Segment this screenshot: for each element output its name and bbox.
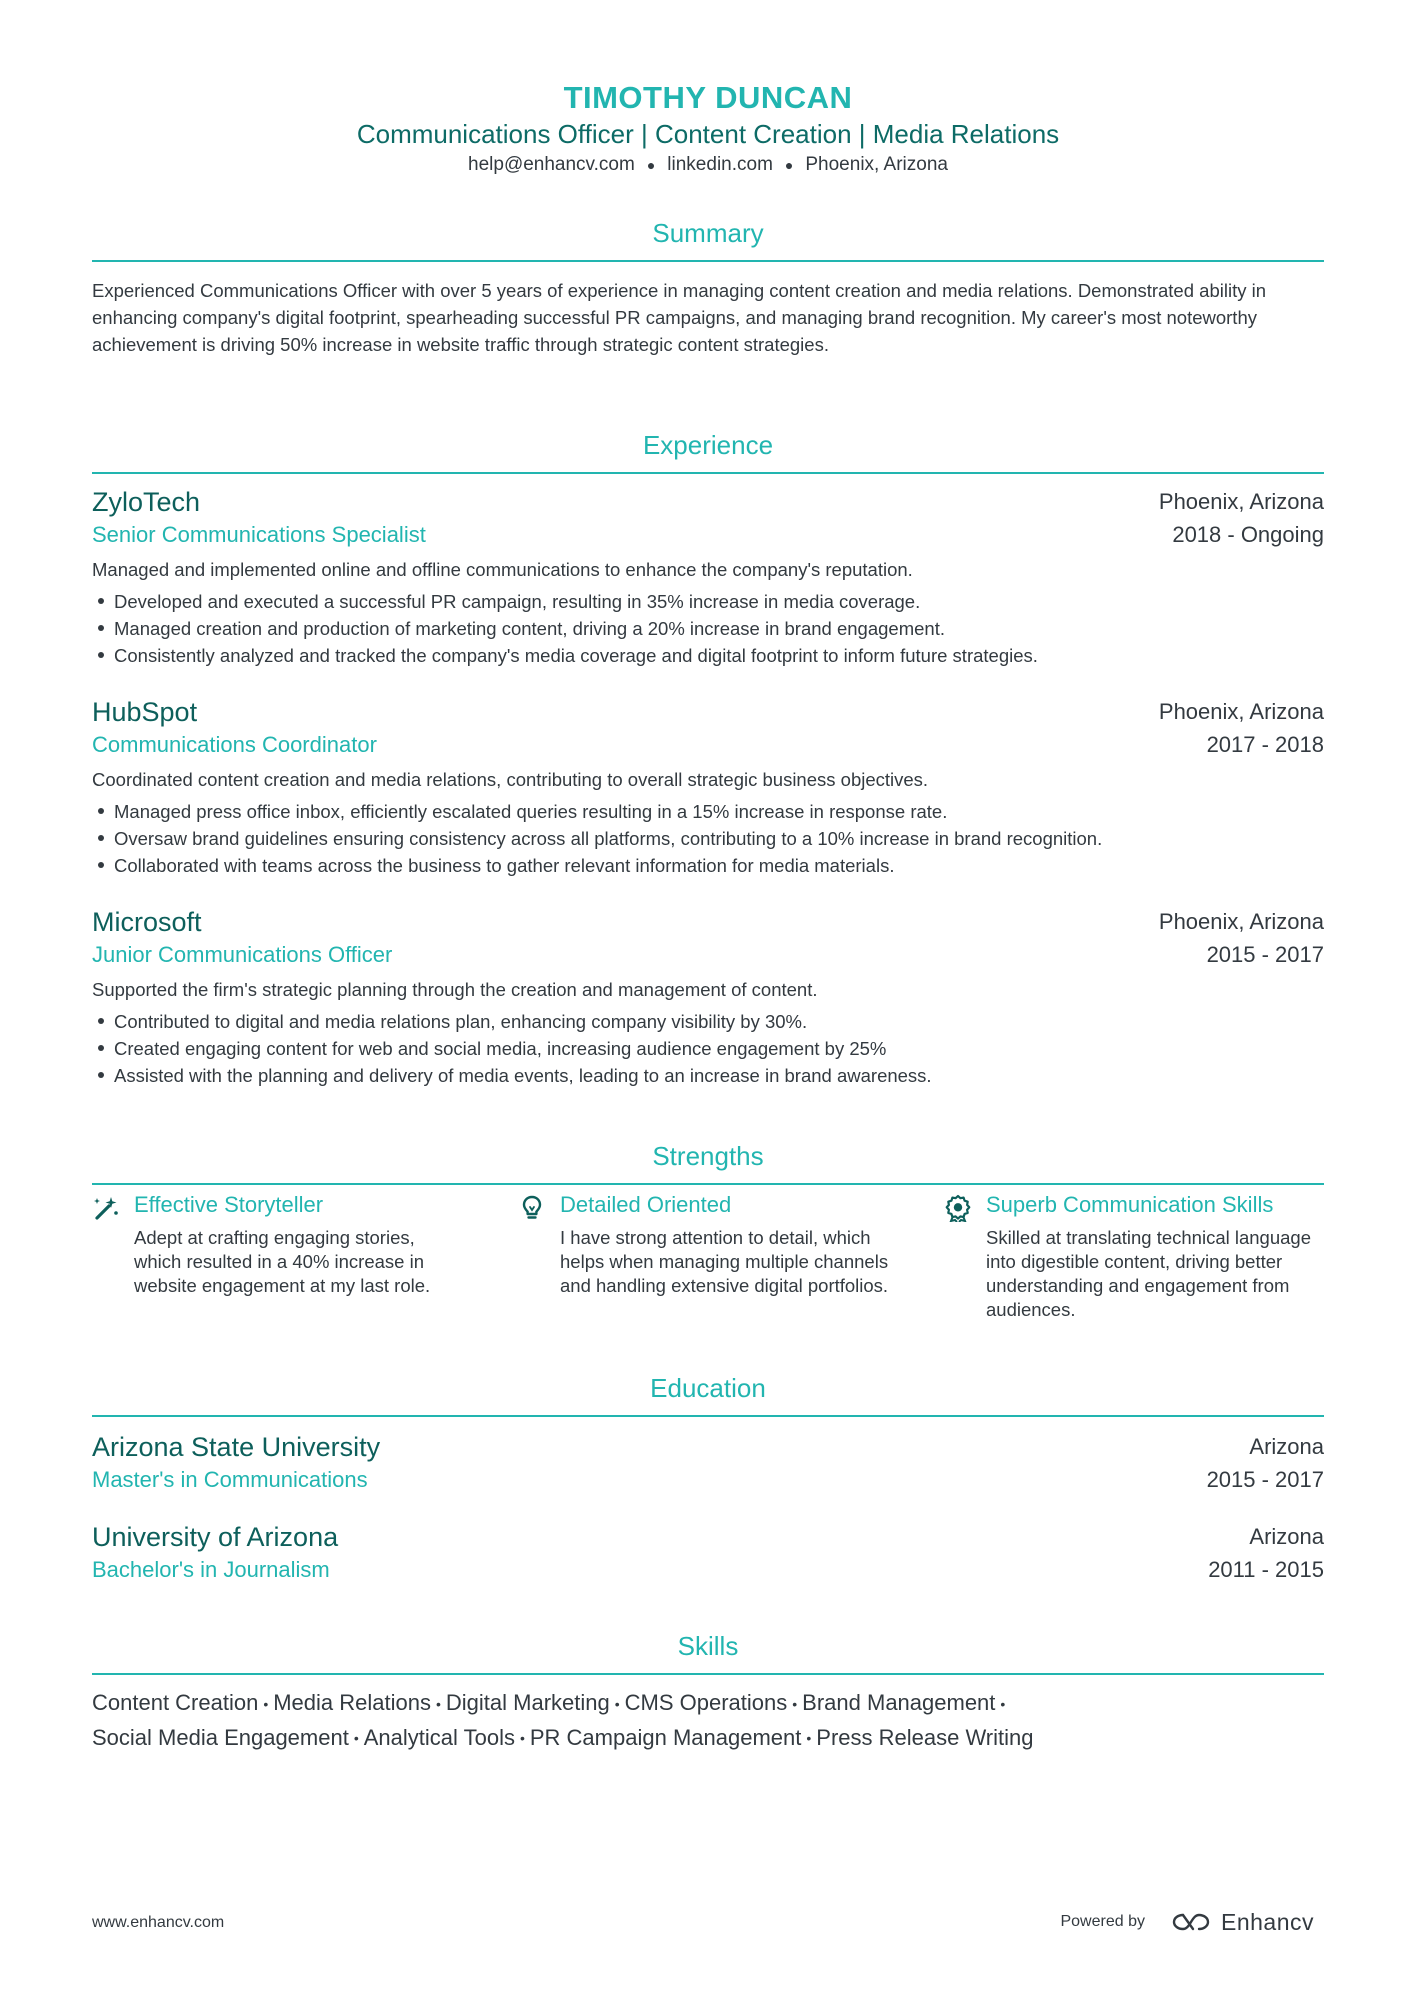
job-description: Coordinated content creation and media relations, contributing to overall strategic business objectives. (92, 769, 929, 790)
job-bullets (92, 588, 1038, 669)
job-location: Phoenix, Arizona (1158, 909, 1324, 934)
job-title: Communications Coordinator (92, 732, 377, 757)
contact-line (92, 154, 1324, 176)
bullet-dot (98, 862, 104, 868)
powered-by-label: Powered by (1060, 1913, 1145, 1930)
strength-description: I have strong attention to detail, which helps when managing multiple channels and handling extensive digital portfolios. (560, 1227, 889, 1296)
strengths-heading: Strengths (652, 1141, 764, 1171)
enhancv-logo-icon (1169, 1910, 1213, 1934)
bullet-dot (98, 1018, 104, 1024)
job-location: Phoenix, Arizona (1158, 699, 1324, 724)
job-bullets (92, 1008, 932, 1089)
degree: Bachelor's in Journalism (92, 1557, 330, 1582)
skill-tag: CMS Operations (624, 1690, 788, 1715)
bullet-dot (98, 652, 104, 658)
contact-location: Phoenix, Arizona (805, 154, 948, 175)
job-bullet: Consistently analyzed and tracked the company's media coverage and digital footprint to inform future strategies. (92, 642, 1038, 669)
resume-page (92, 0, 1324, 1995)
strengths-divider (92, 1183, 1324, 1185)
skill-tag: Social Media Engagement (92, 1724, 349, 1750)
award-medal-icon (944, 1194, 972, 1222)
skill-tag: Content Creation (92, 1690, 259, 1715)
experience-divider (92, 472, 1324, 474)
lightbulb-icon (518, 1194, 546, 1222)
strength-title: Effective Storyteller (134, 1192, 324, 1217)
contact-separator: ● (646, 156, 656, 173)
school-location: Arizona (1249, 1434, 1324, 1459)
job-title: Junior Communications Officer (92, 942, 393, 967)
education-heading: Education (650, 1373, 766, 1403)
contact-linkedin[interactable]: linkedin.com (667, 154, 773, 175)
job-dates: 2017 - 2018 (1206, 732, 1324, 757)
education-divider (92, 1415, 1324, 1417)
job-location: Phoenix, Arizona (1158, 489, 1324, 514)
experience-heading: Experience (642, 430, 774, 460)
degree: Master's in Communications (92, 1467, 368, 1492)
contact-separator: ● (784, 156, 794, 173)
strength-description: Skilled at translating technical language into digestible content, driving better understanding and engagement from audiences. (986, 1227, 1311, 1320)
skill-tag: Media Relations (273, 1690, 431, 1715)
job-bullet: Managed creation and production of marketing content, driving a 20% increase in brand engagement. (92, 615, 1038, 642)
job-description: Supported the firm's strategic planning through the creation and management of content. (92, 979, 818, 1000)
skill-tag: Digital Marketing (445, 1690, 610, 1715)
strength-title: Superb Communication Skills (986, 1192, 1274, 1217)
bullet-dot (98, 835, 104, 841)
skills-divider (92, 1673, 1324, 1675)
skill-tag: PR Campaign Management (529, 1724, 802, 1750)
contact-email[interactable]: help@enhancv.com (468, 154, 635, 175)
bullet-dot (98, 598, 104, 604)
strength-title: Detailed Oriented (560, 1192, 732, 1217)
skill-tag: Brand Management (802, 1690, 996, 1715)
footer-powered-by[interactable] (1060, 1907, 1314, 1937)
footer-website-link[interactable]: www.enhancv.com (92, 1914, 225, 1931)
job-bullet: Developed and executed a successful PR campaign, resulting in 35% increase in media coverage. (92, 588, 1038, 615)
school-name: Arizona State University (92, 1432, 381, 1462)
job-bullet: Collaborated with teams across the business to gather relevant information for media materials. (92, 852, 1102, 879)
bullet-dot (98, 808, 104, 814)
job-dates: 2018 - Ongoing (1172, 522, 1324, 547)
candidate-name: TIMOTHY DUNCAN (563, 80, 853, 115)
magic-wand-icon (92, 1194, 120, 1222)
job-bullets (92, 798, 1102, 879)
skills-line: Social Media Engagement • Analytical Tools • PR Campaign Management • Press Release Writing (92, 1724, 1034, 1750)
education-dates: 2015 - 2017 (1206, 1467, 1324, 1492)
job-bullet: Managed press office inbox, efficiently escalated queries resulting in a 15% increase in response rate. (92, 798, 1102, 825)
strength-description: Adept at crafting engaging stories, which resulted in a 40% increase in website engagement at my last role. (134, 1227, 431, 1296)
job-bullet: Oversaw brand guidelines ensuring consistency across all platforms, contributing to a 10% increase in brand recognition. (92, 825, 1102, 852)
school-name: University of Arizona (92, 1522, 339, 1552)
bullet-dot (98, 1045, 104, 1051)
school-location: Arizona (1249, 1524, 1324, 1549)
education-dates: 2011 - 2015 (1208, 1557, 1324, 1582)
job-bullet: Contributed to digital and media relations plan, enhancing company visibility by 30%. (92, 1008, 932, 1035)
bullet-dot (98, 625, 104, 631)
company-name: HubSpot (92, 697, 198, 727)
skills-line: Content Creation • Media Relations • Digital Marketing • CMS Operations • Brand Management • (92, 1690, 1006, 1715)
enhancv-logo (1169, 1909, 1314, 1936)
job-description: Managed and implemented online and offline communications to enhance the company's reputation. (92, 559, 913, 580)
bullet-dot (98, 1072, 104, 1078)
job-bullet: Created engaging content for web and social media, increasing audience engagement by 25% (92, 1035, 932, 1062)
job-title: Senior Communications Specialist (92, 522, 426, 547)
summary-text: Experienced Communications Officer with over 5 years of experience in managing content creation and media relations. Demonstrated ability in enhancing company's digital footprint, spearheading successful PR campaigns, and managing brand recognition. My career's most noteworthy achievement is driving 50% increase in website traffic through strategic content strategies. (92, 280, 1266, 355)
company-name: Microsoft (92, 907, 202, 937)
candidate-headline: Communications Officer | Content Creation | Media Relations (356, 119, 1060, 149)
job-dates: 2015 - 2017 (1206, 942, 1324, 967)
skill-tag: Press Release Writing (816, 1724, 1034, 1750)
brand-name: Enhancv (1220, 1908, 1314, 1935)
skill-tag: Analytical Tools (363, 1724, 515, 1750)
skills-list (92, 1686, 1172, 1755)
company-name: ZyloTech (92, 487, 201, 517)
summary-divider (92, 260, 1324, 262)
skills-heading: Skills (677, 1631, 739, 1661)
summary-heading: Summary (652, 218, 764, 248)
job-bullet: Assisted with the planning and delivery of media events, leading to an increase in brand awareness. (92, 1062, 932, 1089)
